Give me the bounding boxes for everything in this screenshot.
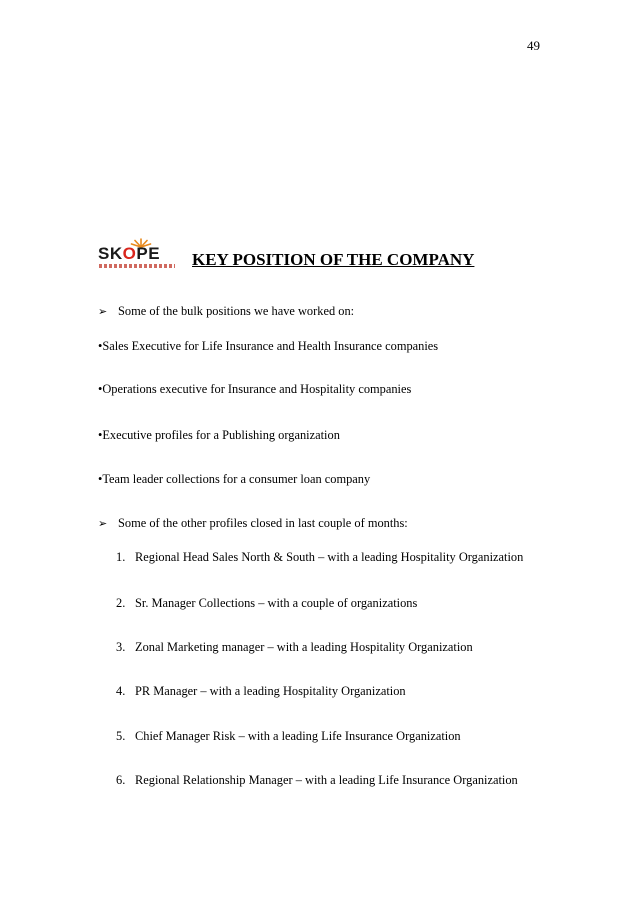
- list-item: •Executive profiles for a Publishing organization: [98, 428, 340, 442]
- skope-logo: [98, 240, 178, 274]
- numbered-list-item: [116, 640, 473, 655]
- logo-tagline: [99, 264, 175, 268]
- list-item-text: PR Manager – with a leading Hospitality Organization: [135, 684, 406, 698]
- page-title: KEY POSITION OF THE COMPANY: [192, 250, 475, 269]
- list-item-text: Regional Head Sales North & South – with a leading Hospitality Organization: [135, 550, 524, 564]
- list-number: 6.: [116, 773, 126, 787]
- list-number: 3.: [116, 640, 126, 654]
- numbered-list-item: [116, 550, 523, 565]
- logo-wordmark: SKOPE: [98, 244, 161, 263]
- list-item: •Sales Executive for Life Insurance and Health Insurance companies: [98, 339, 439, 353]
- bulk-positions-intro: ➢ Some of the bulk positions we have worked on:: [98, 304, 355, 318]
- list-item: •Team leader collections for a consumer loan company: [98, 472, 371, 486]
- numbered-list-item: [116, 773, 518, 788]
- list-number: 4.: [116, 684, 126, 698]
- numbered-list-item: [116, 729, 461, 744]
- list-number: 1.: [116, 550, 126, 564]
- list-item-text: Regional Relationship Manager – with a leading Life Insurance Organization: [135, 773, 518, 787]
- other-profiles-intro: ➢ Some of the other profiles closed in last couple of months:: [98, 516, 408, 530]
- page-number: 49: [527, 38, 540, 53]
- arrow-bullet-icon: ➢: [98, 517, 108, 530]
- list-item-text: Chief Manager Risk – with a leading Life Insurance Organization: [135, 729, 461, 743]
- numbered-list-item: [116, 596, 417, 611]
- list-number: 5.: [116, 729, 126, 743]
- list-item-text: Zonal Marketing manager – with a leading Hospitality Organization: [135, 640, 473, 654]
- list-item-text: Sr. Manager Collections – with a couple of organizations: [135, 596, 418, 610]
- numbered-list-item: [116, 684, 406, 699]
- list-item: •Operations executive for Insurance and Hospitality companies: [98, 382, 412, 396]
- list-number: 2.: [116, 596, 126, 610]
- heading-row: [98, 240, 538, 276]
- arrow-bullet-icon: ➢: [98, 305, 108, 318]
